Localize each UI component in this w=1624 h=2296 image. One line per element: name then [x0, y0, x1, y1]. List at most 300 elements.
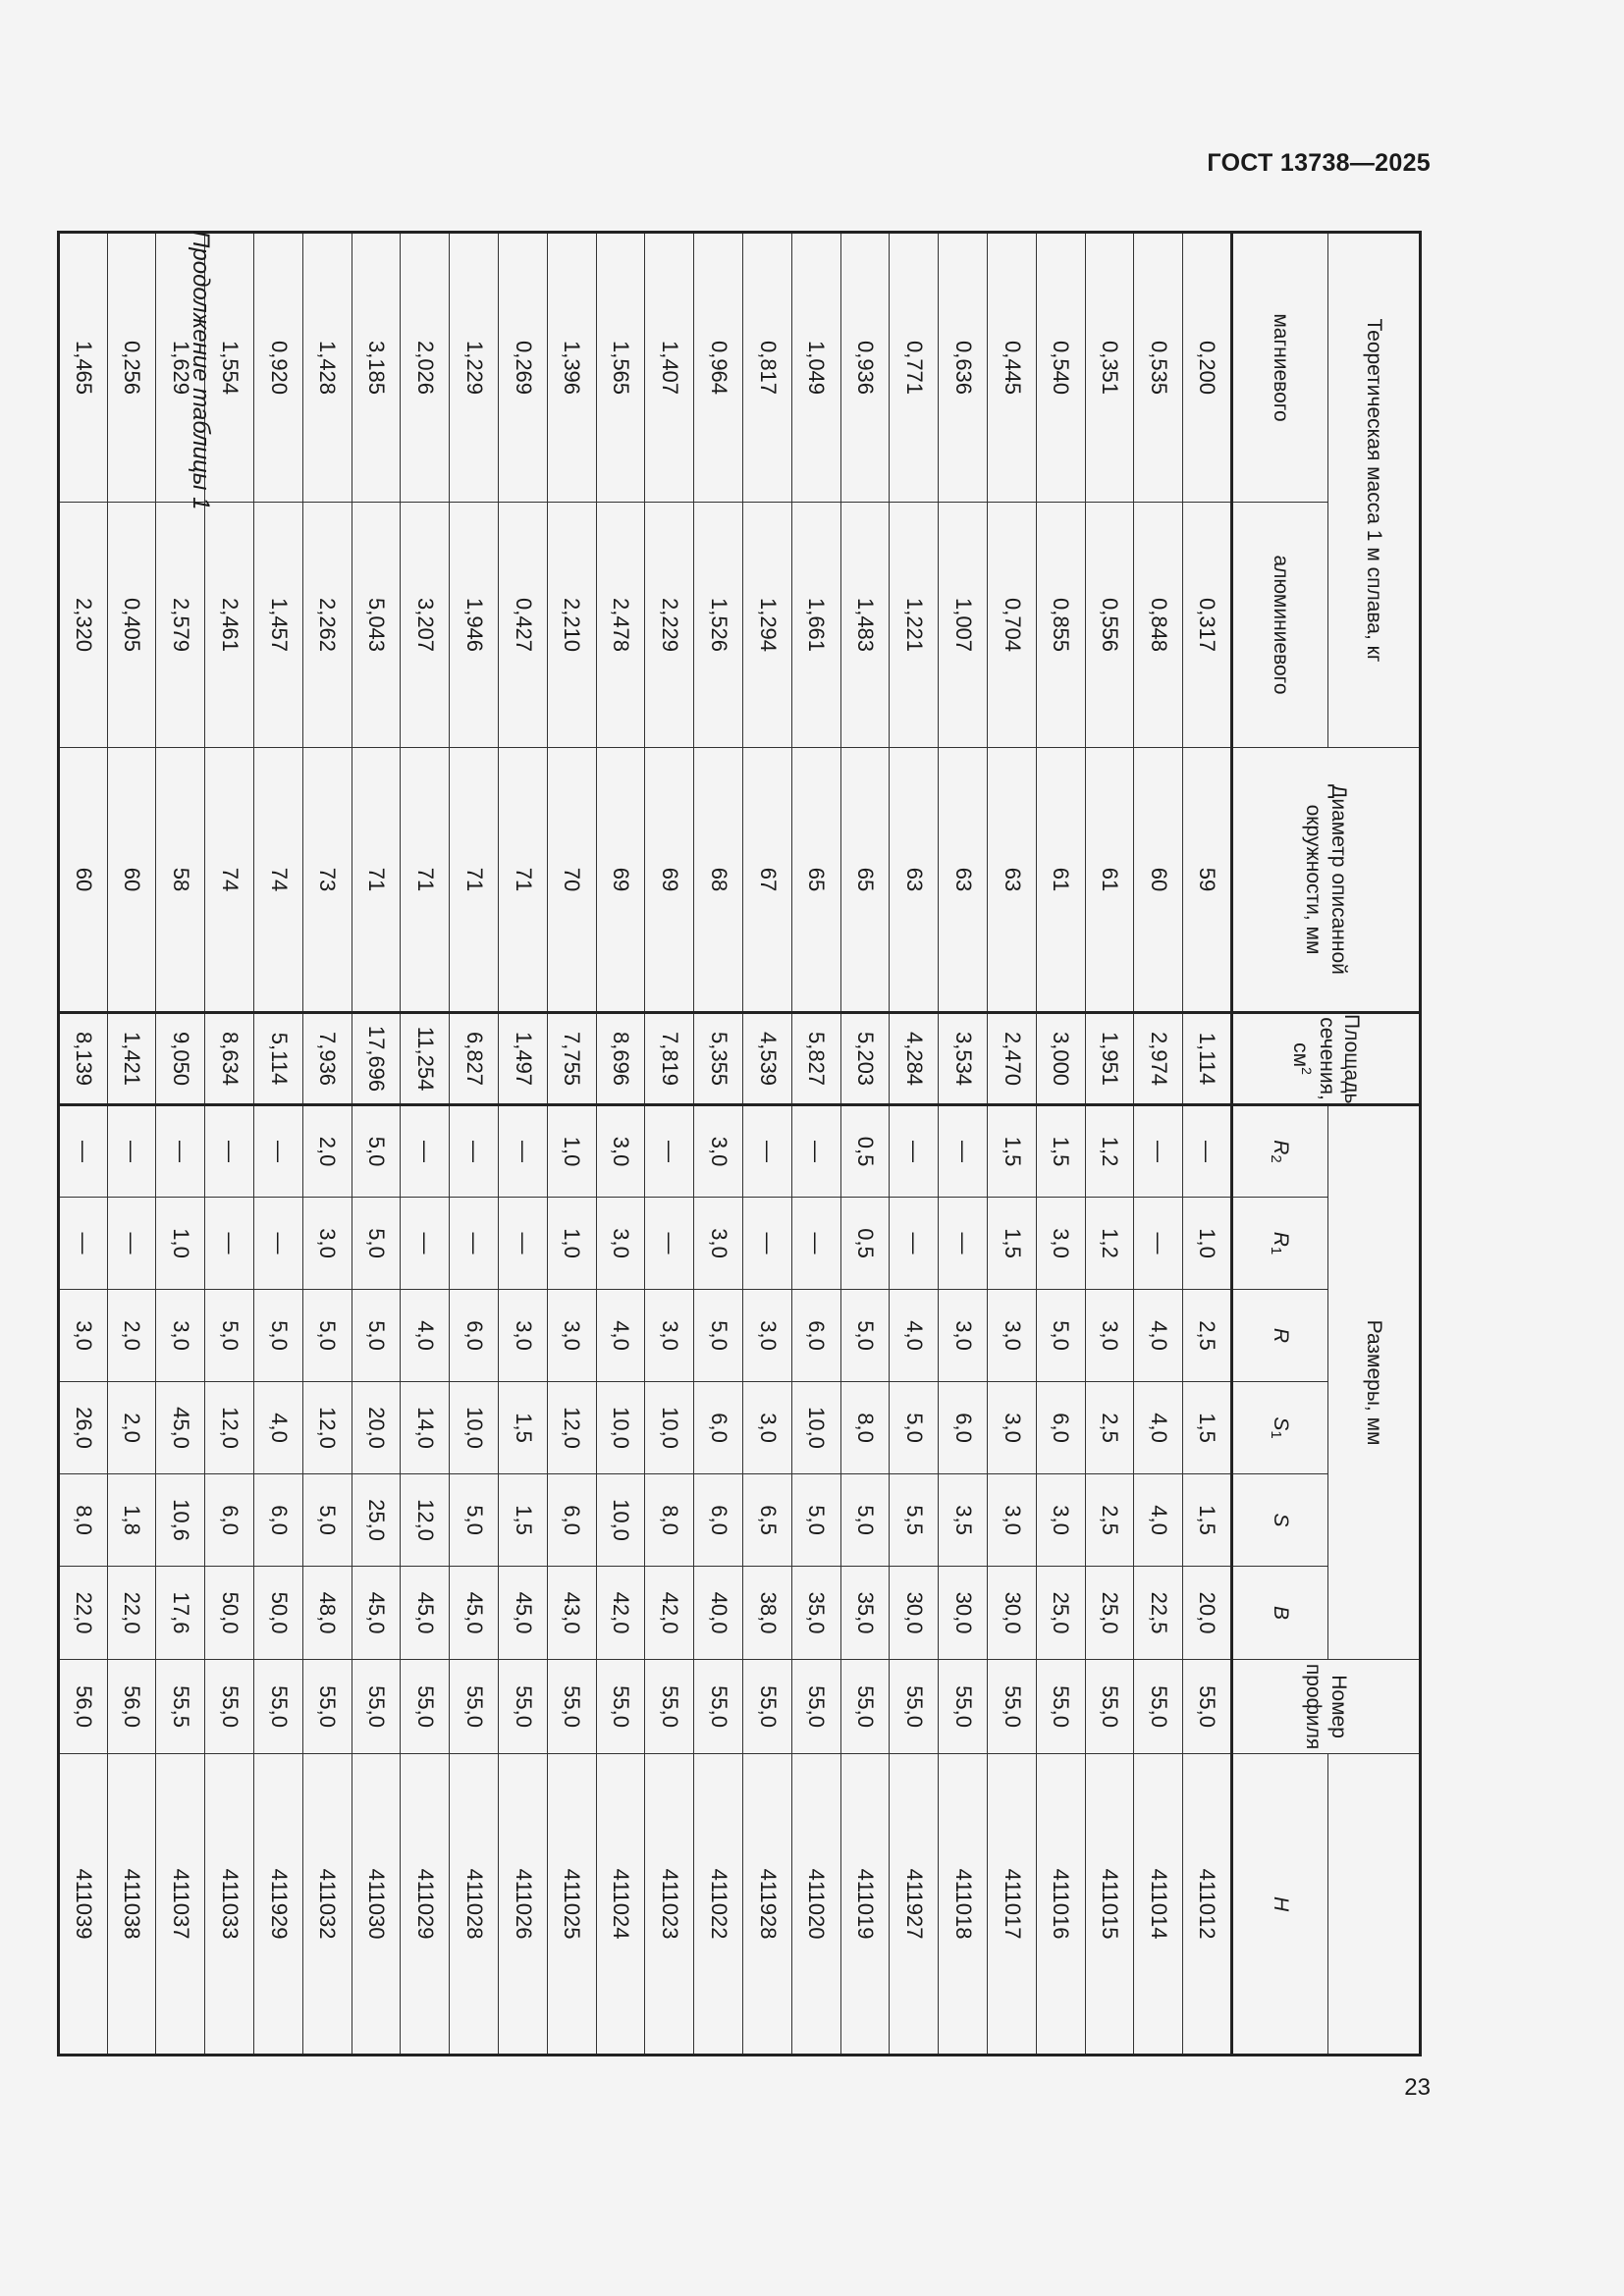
diameter-cell: 63 — [890, 748, 939, 1013]
r-cell: 5,0 — [302, 1290, 352, 1382]
r2-cell: — — [254, 1105, 303, 1198]
profile-number-cell: 411018 — [939, 1754, 988, 2056]
aluminum-cell: 1,661 — [791, 503, 840, 748]
h-cell: 55,0 — [1036, 1660, 1085, 1754]
magnesium-cell: 2,026 — [401, 233, 450, 503]
r1-cell: — — [254, 1198, 303, 1290]
area-cell: 17,696 — [352, 1013, 401, 1105]
b-cell: 43,0 — [547, 1567, 596, 1660]
header-diameter: Диаметр описанной окружности, мм — [1232, 748, 1421, 1013]
area-cell: 5,203 — [840, 1013, 890, 1105]
h-cell: 55,0 — [499, 1660, 548, 1754]
s-cell: 25,0 — [352, 1474, 401, 1567]
profile-number-cell: 411019 — [840, 1754, 890, 2056]
aluminum-cell: 2,579 — [156, 503, 205, 748]
magnesium-cell: 0,817 — [743, 233, 792, 503]
r1-cell: — — [205, 1198, 254, 1290]
table-row — [1134, 233, 1183, 2056]
r-cell: 3,0 — [156, 1290, 205, 1382]
diameter-cell: 60 — [107, 748, 156, 1013]
diameter-cell: 61 — [1036, 748, 1085, 1013]
table-row — [302, 233, 352, 2056]
r-cell: 5,0 — [205, 1290, 254, 1382]
r1-cell: 0,5 — [840, 1198, 890, 1290]
profile-number-cell: 411022 — [694, 1754, 743, 2056]
s1-cell: 6,0 — [1036, 1382, 1085, 1474]
r2-cell: — — [791, 1105, 840, 1198]
area-cell: 5,114 — [254, 1013, 303, 1105]
s1-cell: 14,0 — [401, 1382, 450, 1474]
r-cell: 3,0 — [988, 1290, 1037, 1382]
header-area-sup: 2 — [1298, 1067, 1315, 1075]
s-cell: 8,0 — [58, 1474, 107, 1567]
diameter-cell: 60 — [58, 748, 107, 1013]
b-cell: 25,0 — [1085, 1567, 1134, 1660]
r1-cell: — — [939, 1198, 988, 1290]
s-cell: 2,5 — [1085, 1474, 1134, 1567]
s-cell: 1,8 — [107, 1474, 156, 1567]
r-cell: 3,0 — [939, 1290, 988, 1382]
h-cell: 55,0 — [988, 1660, 1037, 1754]
magnesium-cell: 0,936 — [840, 233, 890, 503]
h-cell: 55,0 — [547, 1660, 596, 1754]
area-cell: 2,470 — [988, 1013, 1037, 1105]
r1-cell: 3,0 — [302, 1198, 352, 1290]
header-s1-letter: S — [1270, 1416, 1293, 1431]
profile-number-cell: 411927 — [890, 1754, 939, 2056]
header-b-letter: B — [1269, 1606, 1292, 1621]
area-cell: 7,755 — [547, 1013, 596, 1105]
magnesium-cell: 0,200 — [1183, 233, 1232, 503]
profile-number-cell: 411030 — [352, 1754, 401, 2056]
profile-number-cell: 411033 — [205, 1754, 254, 2056]
magnesium-cell: 1,465 — [58, 233, 107, 503]
profiles-table — [57, 231, 1422, 2056]
s1-cell: 12,0 — [205, 1382, 254, 1474]
b-cell: 42,0 — [645, 1567, 694, 1660]
s1-cell: 20,0 — [352, 1382, 401, 1474]
area-cell: 8,634 — [205, 1013, 254, 1105]
r1-cell: 3,0 — [694, 1198, 743, 1290]
s-cell: 5,0 — [791, 1474, 840, 1567]
r2-cell: 1,5 — [1036, 1105, 1085, 1198]
profile-number-cell: 411928 — [743, 1754, 792, 2056]
diameter-cell: 58 — [156, 748, 205, 1013]
s1-cell: 1,5 — [1183, 1382, 1232, 1474]
profile-number-cell: 411023 — [645, 1754, 694, 2056]
s-cell: 5,5 — [890, 1474, 939, 1567]
s1-cell: 45,0 — [156, 1382, 205, 1474]
aluminum-cell: 0,855 — [1036, 503, 1085, 748]
r1-cell: — — [499, 1198, 548, 1290]
table-row — [450, 233, 499, 2056]
h-cell: 56,0 — [107, 1660, 156, 1754]
r2-cell: — — [107, 1105, 156, 1198]
aluminum-cell: 1,946 — [450, 503, 499, 748]
r-cell: 4,0 — [596, 1290, 645, 1382]
magnesium-cell: 0,964 — [694, 233, 743, 503]
s-cell: 5,0 — [840, 1474, 890, 1567]
area-cell: 1,951 — [1085, 1013, 1134, 1105]
s-cell: 3,5 — [939, 1474, 988, 1567]
r-cell: 5,0 — [1036, 1290, 1085, 1382]
area-cell: 8,139 — [58, 1013, 107, 1105]
b-cell: 35,0 — [840, 1567, 890, 1660]
r1-cell: — — [401, 1198, 450, 1290]
s-cell: 3,0 — [1036, 1474, 1085, 1567]
aluminum-cell: 2,229 — [645, 503, 694, 748]
diameter-cell: 71 — [352, 748, 401, 1013]
header-r1-letter: R — [1270, 1231, 1293, 1247]
b-cell: 40,0 — [694, 1567, 743, 1660]
s1-cell: 10,0 — [645, 1382, 694, 1474]
table-row — [890, 233, 939, 2056]
diameter-cell: 68 — [694, 748, 743, 1013]
r1-cell: — — [645, 1198, 694, 1290]
r-cell: 5,0 — [694, 1290, 743, 1382]
r1-cell: 1,5 — [988, 1198, 1037, 1290]
b-cell: 45,0 — [401, 1567, 450, 1660]
profile-number-cell: 411038 — [107, 1754, 156, 2056]
r1-cell: — — [1134, 1198, 1183, 1290]
s-cell: 8,0 — [645, 1474, 694, 1567]
table-row — [645, 233, 694, 2056]
table-row — [694, 233, 743, 2056]
s-cell: 1,5 — [499, 1474, 548, 1567]
area-cell: 1,114 — [1183, 1013, 1232, 1105]
b-cell: 38,0 — [743, 1567, 792, 1660]
table-row — [1036, 233, 1085, 2056]
r2-cell: 1,5 — [988, 1105, 1037, 1198]
b-cell: 50,0 — [205, 1567, 254, 1660]
h-cell: 56,0 — [58, 1660, 107, 1754]
header-s — [1232, 1474, 1328, 1567]
magnesium-cell: 1,629 — [156, 233, 205, 503]
rotated-table-area — [71, 231, 1422, 2056]
aluminum-cell: 0,427 — [499, 503, 548, 748]
magnesium-cell: 1,407 — [645, 233, 694, 503]
r2-cell: 1,0 — [547, 1105, 596, 1198]
h-cell: 55,5 — [156, 1660, 205, 1754]
s1-cell: 3,0 — [743, 1382, 792, 1474]
diameter-cell: 65 — [840, 748, 890, 1013]
diameter-cell: 74 — [205, 748, 254, 1013]
r1-cell: 1,0 — [156, 1198, 205, 1290]
h-cell: 55,0 — [791, 1660, 840, 1754]
table-row — [791, 233, 840, 2056]
header-dimensions-group: Размеры, мм — [1328, 1105, 1421, 1660]
b-cell: 35,0 — [791, 1567, 840, 1660]
r-cell: 4,0 — [401, 1290, 450, 1382]
aluminum-cell: 2,461 — [205, 503, 254, 748]
h-cell: 55,0 — [743, 1660, 792, 1754]
r2-cell: — — [1183, 1105, 1232, 1198]
r2-cell: — — [450, 1105, 499, 1198]
table-row — [743, 233, 792, 2056]
s-cell: 6,0 — [547, 1474, 596, 1567]
magnesium-cell: 0,269 — [499, 233, 548, 503]
r2-cell: — — [1134, 1105, 1183, 1198]
area-cell: 3,000 — [1036, 1013, 1085, 1105]
h-cell: 55,0 — [450, 1660, 499, 1754]
r2-cell: — — [743, 1105, 792, 1198]
r2-cell: — — [890, 1105, 939, 1198]
s-cell: 6,0 — [694, 1474, 743, 1567]
magnesium-cell: 1,554 — [205, 233, 254, 503]
aluminum-cell: 1,526 — [694, 503, 743, 748]
header-s1-sub: 1 — [1268, 1430, 1285, 1439]
b-cell: 20,0 — [1183, 1567, 1232, 1660]
diameter-cell: 74 — [254, 748, 303, 1013]
r2-cell: — — [205, 1105, 254, 1198]
profile-number-cell: 411039 — [58, 1754, 107, 2056]
s-cell: 5,0 — [450, 1474, 499, 1567]
h-cell: 55,0 — [694, 1660, 743, 1754]
h-cell: 55,0 — [352, 1660, 401, 1754]
table-row — [988, 233, 1037, 2056]
profile-number-cell: 411026 — [499, 1754, 548, 2056]
b-cell: 42,0 — [596, 1567, 645, 1660]
h-cell: 55,0 — [939, 1660, 988, 1754]
table-row — [840, 233, 890, 2056]
header-aluminum: алюминиевого — [1232, 503, 1328, 748]
r-cell: 3,0 — [743, 1290, 792, 1382]
b-cell: 30,0 — [939, 1567, 988, 1660]
diameter-cell: 69 — [645, 748, 694, 1013]
b-cell: 17,6 — [156, 1567, 205, 1660]
h-cell: 55,0 — [1183, 1660, 1232, 1754]
s-cell: 12,0 — [401, 1474, 450, 1567]
diameter-cell: 63 — [988, 748, 1037, 1013]
r2-cell: — — [401, 1105, 450, 1198]
aluminum-cell: 1,294 — [743, 503, 792, 748]
r2-cell: — — [939, 1105, 988, 1198]
s-cell: 10,0 — [596, 1474, 645, 1567]
s-cell: 10,6 — [156, 1474, 205, 1567]
s1-cell: 12,0 — [547, 1382, 596, 1474]
magnesium-cell: 0,351 — [1085, 233, 1134, 503]
profile-number-cell: 411024 — [596, 1754, 645, 2056]
aluminum-cell: 2,210 — [547, 503, 596, 748]
b-cell: 30,0 — [890, 1567, 939, 1660]
table-row — [107, 233, 156, 2056]
profile-number-cell: 411929 — [254, 1754, 303, 2056]
r1-cell: — — [107, 1198, 156, 1290]
s1-cell: 2,0 — [107, 1382, 156, 1474]
aluminum-cell: 2,320 — [58, 503, 107, 748]
table-row — [58, 233, 107, 2056]
r-cell: 4,0 — [890, 1290, 939, 1382]
profile-number-cell: 411015 — [1085, 1754, 1134, 2056]
profile-number-cell: 411014 — [1134, 1754, 1183, 2056]
s1-cell: 4,0 — [1134, 1382, 1183, 1474]
b-cell: 30,0 — [988, 1567, 1037, 1660]
aluminum-cell: 0,317 — [1183, 503, 1232, 748]
s1-cell: 2,5 — [1085, 1382, 1134, 1474]
s1-cell: 3,0 — [988, 1382, 1037, 1474]
table-row — [1085, 233, 1134, 2056]
header-r1-sub: 1 — [1268, 1246, 1285, 1255]
r-cell: 5,0 — [840, 1290, 890, 1382]
aluminum-cell: 5,043 — [352, 503, 401, 748]
area-cell: 7,936 — [302, 1013, 352, 1105]
table-row — [401, 233, 450, 2056]
area-cell: 11,254 — [401, 1013, 450, 1105]
r1-cell: 1,0 — [547, 1198, 596, 1290]
magnesium-cell: 1,229 — [450, 233, 499, 503]
profile-number-cell: 411020 — [791, 1754, 840, 2056]
b-cell: 45,0 — [499, 1567, 548, 1660]
header-h — [1232, 1754, 1328, 2056]
profile-number-cell: 411037 — [156, 1754, 205, 2056]
diameter-cell: 63 — [939, 748, 988, 1013]
profile-number-cell: 411028 — [450, 1754, 499, 2056]
profile-number-cell: 411032 — [302, 1754, 352, 2056]
r2-cell: — — [645, 1105, 694, 1198]
header-r1 — [1232, 1198, 1328, 1290]
profile-number-cell: 411012 — [1183, 1754, 1232, 2056]
magnesium-cell: 0,445 — [988, 233, 1037, 503]
h-cell: 55,0 — [840, 1660, 890, 1754]
header-r-letter: R — [1269, 1327, 1292, 1344]
diameter-cell: 71 — [450, 748, 499, 1013]
aluminum-cell: 1,007 — [939, 503, 988, 748]
diameter-cell: 71 — [499, 748, 548, 1013]
r1-cell: — — [791, 1198, 840, 1290]
s1-cell: 1,5 — [499, 1382, 548, 1474]
r1-cell: — — [890, 1198, 939, 1290]
magnesium-cell: 0,771 — [890, 233, 939, 503]
r-cell: 6,0 — [791, 1290, 840, 1382]
diameter-cell: 71 — [401, 748, 450, 1013]
area-cell: 1,497 — [499, 1013, 548, 1105]
b-cell: 45,0 — [352, 1567, 401, 1660]
r-cell: 2,5 — [1183, 1290, 1232, 1382]
diameter-cell: 69 — [596, 748, 645, 1013]
area-cell: 4,539 — [743, 1013, 792, 1105]
r2-cell: 5,0 — [352, 1105, 401, 1198]
area-cell: 5,827 — [791, 1013, 840, 1105]
r1-cell: 3,0 — [1036, 1198, 1085, 1290]
aluminum-cell: 0,848 — [1134, 503, 1183, 748]
r2-cell: 3,0 — [596, 1105, 645, 1198]
r-cell: 5,0 — [352, 1290, 401, 1382]
magnesium-cell: 0,535 — [1134, 233, 1183, 503]
r1-cell: 1,2 — [1085, 1198, 1134, 1290]
b-cell: 25,0 — [1036, 1567, 1085, 1660]
r-cell: 4,0 — [1134, 1290, 1183, 1382]
header-b — [1232, 1567, 1328, 1660]
header-h-letter: H — [1269, 1896, 1292, 1912]
magnesium-cell: 0,256 — [107, 233, 156, 503]
r-cell: 6,0 — [450, 1290, 499, 1382]
b-cell: 50,0 — [254, 1567, 303, 1660]
table-row — [499, 233, 548, 2056]
area-cell: 7,819 — [645, 1013, 694, 1105]
r1-cell: — — [743, 1198, 792, 1290]
r-cell: 3,0 — [499, 1290, 548, 1382]
aluminum-cell: 2,262 — [302, 503, 352, 748]
header-mass-group: Теоретическая масса 1 м сплава, кг — [1328, 233, 1421, 748]
header-r2-sub: 2 — [1268, 1154, 1285, 1163]
r1-cell: — — [450, 1198, 499, 1290]
r-cell: 3,0 — [1085, 1290, 1134, 1382]
h-cell: 55,0 — [254, 1660, 303, 1754]
h-cell: 55,0 — [890, 1660, 939, 1754]
s1-cell: 26,0 — [58, 1382, 107, 1474]
header-s1 — [1232, 1382, 1328, 1474]
document-title: ГОСТ 13738—2025 — [1207, 149, 1431, 177]
b-cell: 22,0 — [107, 1567, 156, 1660]
aluminum-cell: 0,556 — [1085, 503, 1134, 748]
area-cell: 3,534 — [939, 1013, 988, 1105]
s-cell: 5,0 — [302, 1474, 352, 1567]
header-r2-letter: R — [1270, 1140, 1293, 1155]
table-row — [547, 233, 596, 2056]
profile-number-cell: 411017 — [988, 1754, 1037, 2056]
header-magnesium: магниевого — [1232, 233, 1328, 503]
r2-cell: — — [58, 1105, 107, 1198]
b-cell: 45,0 — [450, 1567, 499, 1660]
h-cell: 55,0 — [302, 1660, 352, 1754]
profile-number-cell: 411016 — [1036, 1754, 1085, 2056]
s1-cell: 5,0 — [890, 1382, 939, 1474]
table-row — [1183, 233, 1232, 2056]
diameter-cell: 65 — [791, 748, 840, 1013]
s1-cell: 6,0 — [694, 1382, 743, 1474]
diameter-cell: 67 — [743, 748, 792, 1013]
r2-cell: 0,5 — [840, 1105, 890, 1198]
r-cell: 5,0 — [254, 1290, 303, 1382]
s1-cell: 6,0 — [939, 1382, 988, 1474]
area-cell: 2,974 — [1134, 1013, 1183, 1105]
h-cell: 55,0 — [1085, 1660, 1134, 1754]
diameter-cell: 73 — [302, 748, 352, 1013]
h-cell: 55,0 — [645, 1660, 694, 1754]
r1-cell: 5,0 — [352, 1198, 401, 1290]
s1-cell: 10,0 — [450, 1382, 499, 1474]
aluminum-cell: 0,704 — [988, 503, 1037, 748]
b-cell: 22,5 — [1134, 1567, 1183, 1660]
s-cell: 6,0 — [205, 1474, 254, 1567]
h-cell: 55,0 — [1134, 1660, 1183, 1754]
aluminum-cell: 3,207 — [401, 503, 450, 748]
h-cell: 55,0 — [596, 1660, 645, 1754]
header-profile-number: Номер профиля — [1232, 1660, 1421, 1754]
s-cell: 1,5 — [1183, 1474, 1232, 1567]
magnesium-cell: 1,049 — [791, 233, 840, 503]
r2-cell: — — [156, 1105, 205, 1198]
s1-cell: 10,0 — [596, 1382, 645, 1474]
diameter-cell: 61 — [1085, 748, 1134, 1013]
s1-cell: 4,0 — [254, 1382, 303, 1474]
s1-cell: 8,0 — [840, 1382, 890, 1474]
r2-cell: — — [499, 1105, 548, 1198]
diameter-cell: 70 — [547, 748, 596, 1013]
magnesium-cell: 1,565 — [596, 233, 645, 503]
table-row — [352, 233, 401, 2056]
magnesium-cell: 0,636 — [939, 233, 988, 503]
aluminum-cell: 1,483 — [840, 503, 890, 748]
h-cell: 55,0 — [401, 1660, 450, 1754]
area-cell: 5,355 — [694, 1013, 743, 1105]
s-cell: 4,0 — [1134, 1474, 1183, 1567]
area-cell: 1,421 — [107, 1013, 156, 1105]
b-cell: 48,0 — [302, 1567, 352, 1660]
aluminum-cell: 0,405 — [107, 503, 156, 748]
s1-cell: 10,0 — [791, 1382, 840, 1474]
header-s-letter: S — [1269, 1513, 1292, 1527]
